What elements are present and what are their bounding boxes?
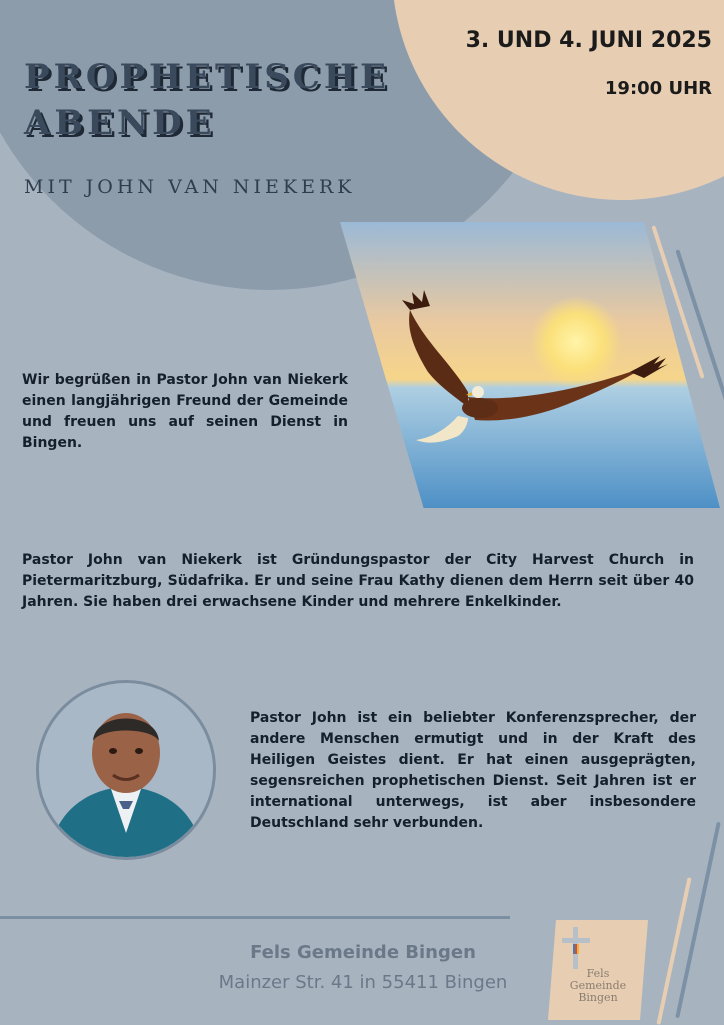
event-title bbox=[24, 54, 444, 146]
title-line-2: ABENDE bbox=[24, 103, 216, 143]
bio-paragraph: Pastor John van Niekerk ist Gründungspastor der City Harvest Church in Pietermaritzburg, Südafrika. Er und seine Frau Kathy dienen dem Herrn seit über 40 Jahren. Sie haben drei erwachsene Kinder und mehrere Enkelkinder. bbox=[22, 552, 694, 610]
footer-divider bbox=[0, 916, 510, 919]
decor-line-3 bbox=[656, 877, 691, 1025]
sun-icon bbox=[530, 296, 622, 388]
ministry-paragraph: Pastor John ist ein beliebter Konferenzsprecher, der andere Menschen ermutigt und in der Kraft des Heiligen Geistes dient. Er hat einen ausgeprägten, segensreichen prophetischen Dienst. Seit Jahren ist er international unterwegs, ist aber insbesondere Deutschland sehr verbunden. bbox=[250, 710, 696, 831]
speaker-portrait bbox=[36, 680, 216, 860]
church-address: Mainzer Str. 41 in 55411 Bingen bbox=[218, 972, 508, 993]
logo-line-1: Fels bbox=[586, 967, 610, 980]
event-date: 3. UND 4. JUNI 2025 bbox=[465, 28, 712, 53]
event-subtitle: MIT JOHN VAN NIEKERK bbox=[24, 176, 356, 198]
event-time: 19:00 UHR bbox=[604, 78, 712, 99]
logo-wordmark bbox=[548, 968, 648, 1004]
logo-line-3: Bingen bbox=[578, 991, 618, 1004]
church-name: Fels Gemeinde Bingen bbox=[250, 942, 476, 963]
logo-line-2: Gemeinde bbox=[569, 979, 627, 992]
speaker-avatar bbox=[39, 683, 213, 857]
intro-paragraph: Wir begrüßen in Pastor John van Niekerk einen langjährigen Freund der Gemeinde und freuen uns auf seinen Dienst in Bingen. bbox=[22, 372, 348, 451]
title-line-1: PROPHETISCHE bbox=[24, 57, 390, 97]
